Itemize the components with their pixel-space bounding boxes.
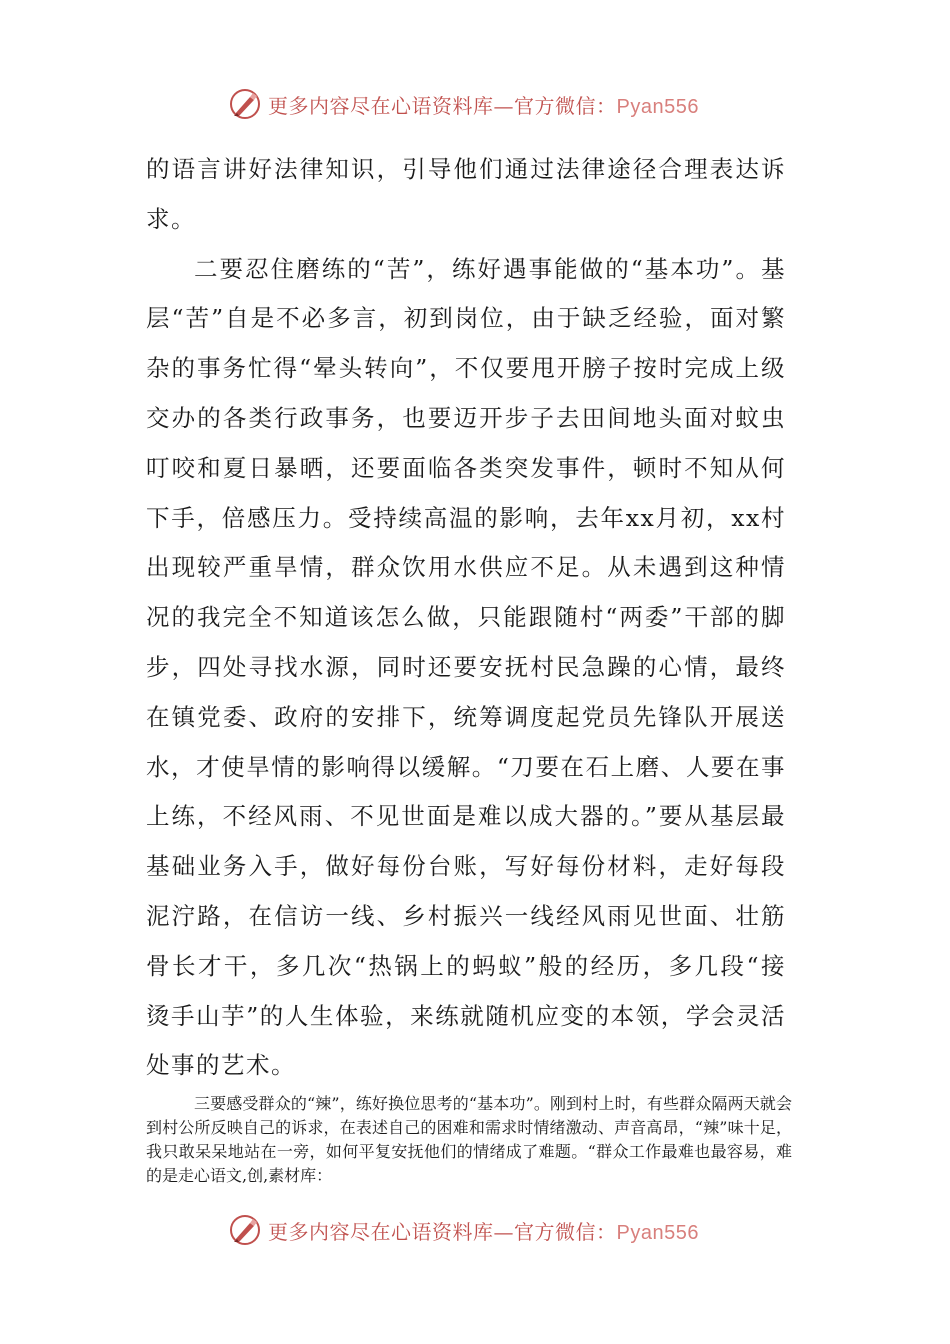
header-banner	[228, 84, 699, 124]
pen-logo-icon	[228, 1213, 262, 1247]
footer-banner	[228, 1210, 699, 1250]
header-banner-text: 更多内容尽在心语资料库—官方微信：Pyan556	[268, 93, 699, 118]
wechat-id: Pyan556	[616, 1221, 699, 1244]
main-body-text	[146, 145, 786, 1091]
paragraph-continuation: 的语言讲好法律知识，引导他们通过法律途径合理表达诉求。	[146, 155, 786, 233]
wechat-id: Pyan556	[616, 95, 699, 118]
paragraph-two: 二要忍住磨练的“苦”，练好遇事能做的“基本功”。基层“苦”自是不必多言，初到岗位，由于缺乏经验，面对繁杂的事务忙得“晕头转向”，不仅要甩开膀子按时完成上级交办的各类行政事务，也要迈开步子去田间地头面对蚊虫叮咬和夏日暴晒，还要面临各类突发事件，顿时不知从何下手，倍感压力。受持续高温的影响，去年xx月初，xx村出现较严重旱情，群众饮用水供应不足。从未遇到这种情况的我完全不知道该怎么做，只能跟随村“两委”干部的脚步，四处寻找水源，同时还要安抚村民急躁的心情，最终在镇党委、政府的安排下，统筹调度起党员先锋队开展送水，才使旱情的影响得以缓解。“刀要在石上磨、人要在事上练，不经风雨、不见世面是难以成大器的。”要从基层最基础业务入手，做好每份台账，写好每份材料，走好每段泥泞路，在信访一线、乡村振兴一线经风雨见世面、壮筋骨长才干，多几次“热锅上的蚂蚁”般的经历，多几段“接烫手山芋”的人生体验，来练就随机应变的本领，学会灵活处事的艺术。	[146, 254, 786, 1080]
pen-logo-icon	[228, 87, 262, 121]
small-body-text	[146, 1092, 792, 1188]
footer-banner-text: 更多内容尽在心语资料库—官方微信：Pyan556	[268, 1219, 699, 1244]
paragraph-three: 三要感受群众的“辣”，练好换位思考的“基本功”。刚到村上时，有些群众隔两天就会到村公所反映自己的诉求，在表述自己的困难和需求时情绪激动、声音高昂，“辣”味十足，我只敢呆呆地站在一旁，如何平复安抚他们的情绪成了难题。“群众工作最难也最容易，难的是走心语文,创,素材库：	[146, 1094, 792, 1185]
